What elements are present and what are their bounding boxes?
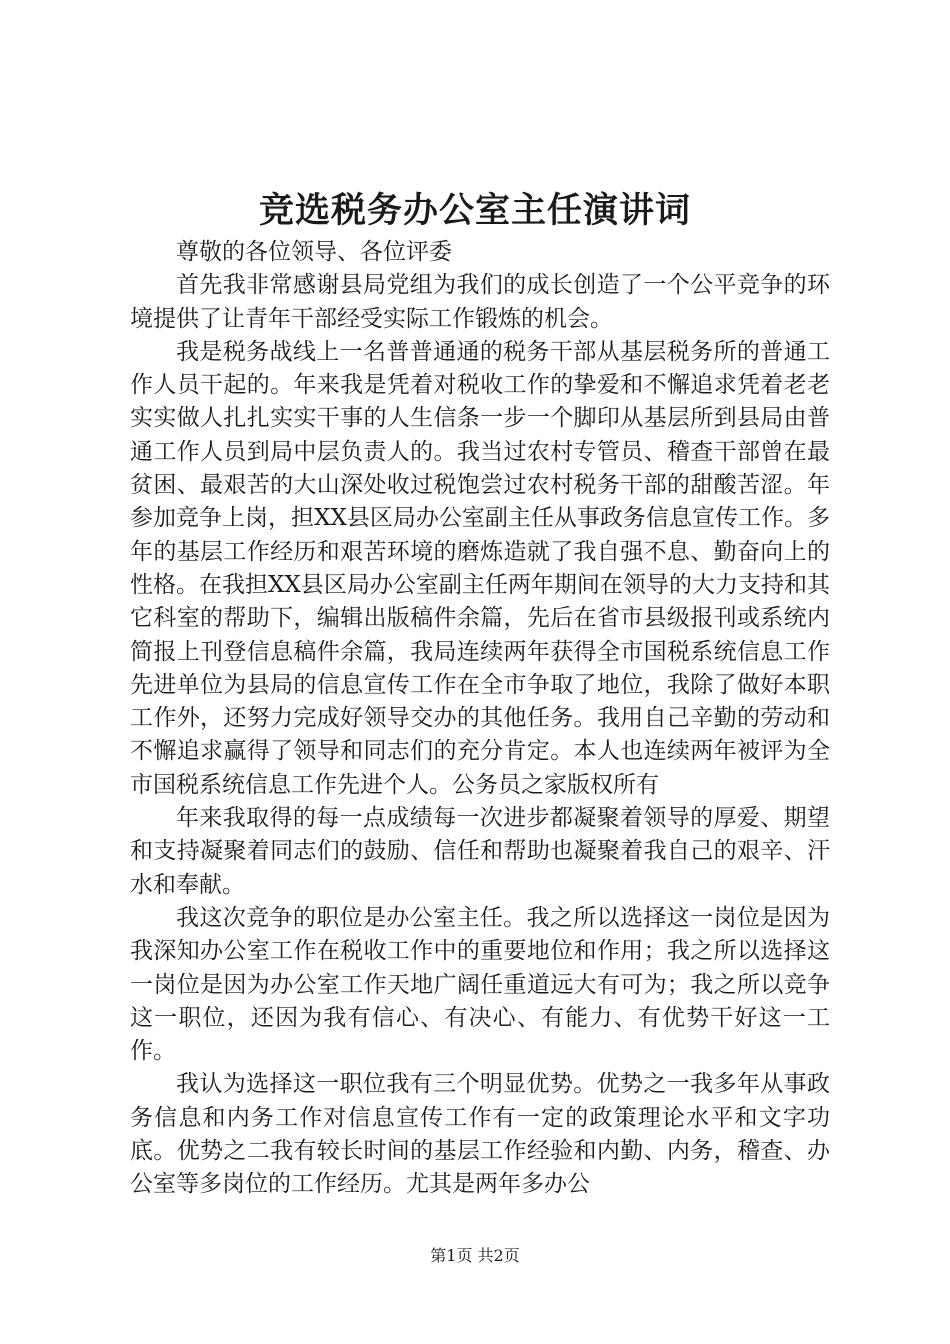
body-paragraph: 首先我非常感谢县局党组为我们的成长创造了一个公平竞争的环境提供了让青年干部经受实际工作锻炼的机会。: [130, 272, 830, 332]
body-paragraph: 年来我取得的每一点成绩每一次进步都凝聚着领导的厚爱、期望和支持凝聚着同志们的鼓励、信任和帮助也凝聚着我自己的艰辛、汗水和奉献。: [130, 805, 830, 898]
page-number-footer: 第1页 共2页: [430, 1246, 520, 1265]
salutation-paragraph: 尊敬的各位领导、各位评委: [176, 239, 452, 265]
body-paragraph: 我这次竞争的职位是办公室主任。我之所以选择这一岗位是因为我深知办公室工作在税收工作中的重要地位和作用；我之所以选择这一岗位是因为办公室工作天地广阔任重道远大有可为；我之所以竞争这一职位，还因为我有信心、有决心、有能力、有优势干好这一工作。: [130, 904, 830, 1065]
body-paragraph: 我认为选择这一职位我有三个明显优势。优势之一我多年从事政务信息和内务工作对信息宣传工作有一定的政策理论水平和文字功底。优势之二我有较长时间的基层工作经验和内勤、内务，稽查、办公室等多岗位的工作经历。尤其是两年多办公: [130, 1071, 830, 1198]
document-title: 竞选税务办公室主任演讲词: [258, 190, 691, 231]
body-paragraph: 我是税务战线上一名普普通通的税务干部从基层税务所的普通工作人员干起的。年来我是凭着对税收工作的挚爱和不懈追求凭着老老实实做人扎扎实实干事的人生信条一步一个脚印从基层所到县局由普通工作人员到局中层负责人的。我当过农村专管员、稽查干部曾在最贫困、最艰苦的大山深处收过税饱尝过农村税务干部的甜酸苦涩。年参加竞争上岗，担XX县区局办公室副主任从事政务信息宣传工作。多年的基层工作经历和艰苦环境的磨炼造就了我自强不息、勤奋向上的性格。在我担XX县区局办公室副主任两年期间在领导的大力支持和其它科室的帮助下，编辑出版稿件余篇，先后在省市县级报刊或系统内简报上刊登信息稿件余篇，我局连续两年获得全市国税系统信息工作先进单位为县局的信息宣传工作在全市争取了地位，我除了做好本职工作外，还努力完成好领导交办的其他任务。我用自己辛勤的劳动和不懈追求赢得了领导和同志们的充分肯定。本人也连续两年被评为全市国税系统信息工作先进个人。公务员之家版权所有: [130, 338, 830, 798]
document-body: [130, 236, 830, 1202]
